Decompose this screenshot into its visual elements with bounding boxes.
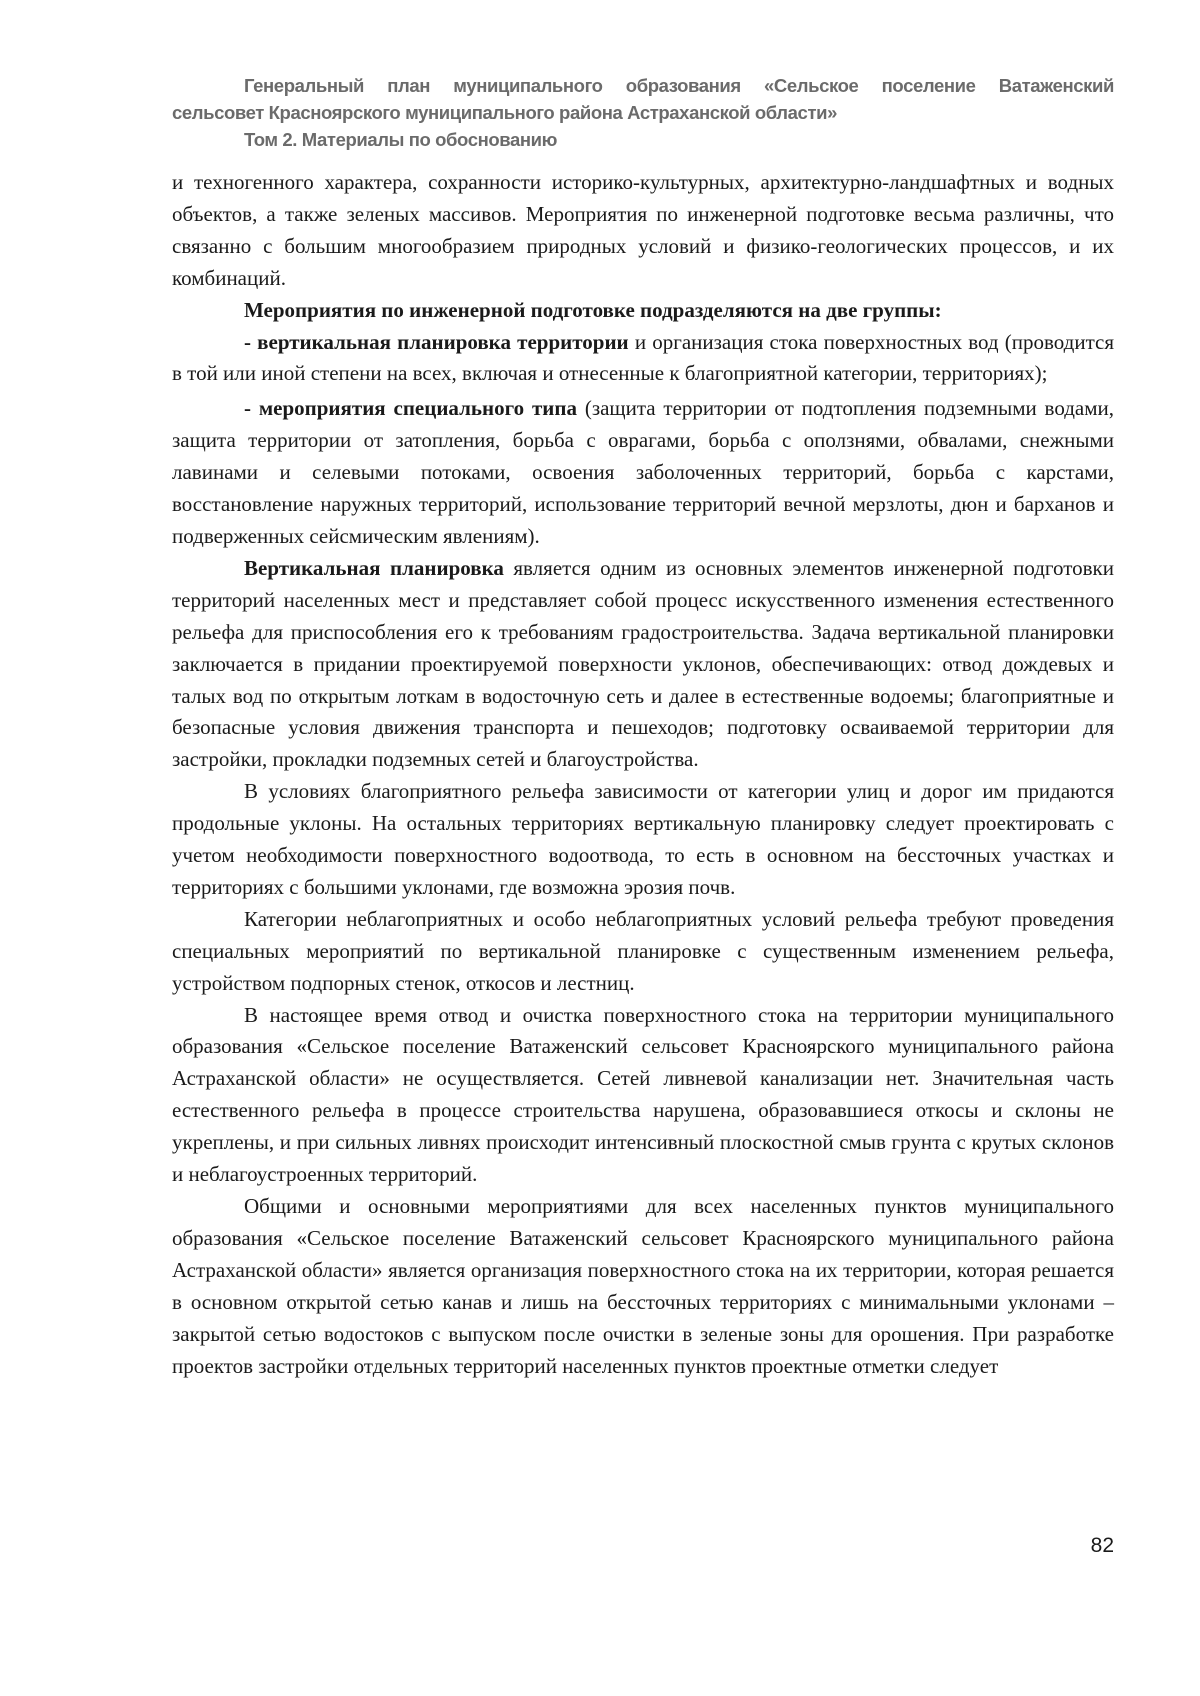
vertical-planning-definition-text: является одним из основных элементов инженерной подготовки территорий населенных мест и представляет собой процесс искусственного изменения естественного рельефа для приспособления его к требованиям градостроительства. Задача вертикальной планировки заключается в придании проектируемой поверхности уклонов, обеспечивающих: отвод дождевых и талых вод по открытым лоткам в водосточную сеть и далее в естественные водоемы; благоприятные и безопасные условия движения транспорта и пешеходов; подготовку осваиваемой территории для застройки, прокладки подземных сетей и благоустройства. <box>172 555 1114 772</box>
page-number: 82 <box>1090 1534 1114 1557</box>
paragraph-vertical-planning-item <box>172 327 1114 391</box>
special-measures-item-bold: - мероприятия специального типа <box>244 396 577 421</box>
paragraph-current-state: В настоящее время отвод и очистка поверхностного стока на территории муниципального образования «Сельское поселение Ватаженский сельсовет Красноярского муниципального района Астраханской области» не осуществляется. Сетей ливневой канализации нет. Значительная часть естественного рельефа в процессе строительства нарушена, образовавшиеся откосы и склоны не укреплены, и при сильных ливнях происходит интенсивный плоскостной смыв грунта с крутых склонов и неблагоустроенных территорий. <box>172 1002 1114 1187</box>
paragraph-unfavorable-relief: Категории неблагоприятных и особо неблагоприятных условий рельефа требуют проведения специальных мероприятий по вертикальной планировке с существенным изменением рельефа, устройством подпорных стенок, откосов и лестниц. <box>172 906 1114 995</box>
paragraph-vertical-planning-definition <box>172 553 1114 776</box>
vertical-planning-term: Вертикальная планировка <box>244 555 504 580</box>
groups-heading-text: Мероприятия по инженерной подготовке подразделяются на две группы: <box>244 297 942 322</box>
vertical-planning-item-text: и организация стока поверхностных вод (проводится в той или иной степени на всех, включая и отнесенные к благоприятной категории, территориях); <box>172 329 1114 386</box>
paragraph-groups-heading <box>172 295 1114 327</box>
vertical-planning-item-bold: - вертикальная планировка территории <box>244 329 629 354</box>
paragraph-special-measures-item <box>172 393 1114 553</box>
header-volume-title: Том 2. Материалы по обоснованию <box>244 129 558 150</box>
document-header <box>172 72 1114 153</box>
paragraph-general-measures: Общими и основными мероприятиями для всех населенных пунктов муниципального образования «Сельское поселение Ватаженский сельсовет Красноярского муниципального района Астраханской области» является организация поверхностного стока на их территории, которая решается в основном открытой сетью канав и лишь на бессточных территориях с минимальными уклонами – закрытой сетью водостоков с выпуском после очистки в зеленые зоны для орошения. При разработке проектов застройки отдельных территорий населенных пунктов проектные отметки следует <box>172 1194 1114 1378</box>
header-title-line-1: Генеральный план муниципального образования «Сельское поселение Ватаженский <box>244 75 1114 96</box>
paragraph-continuation: и техногенного характера, сохранности историко-культурных, архитектурно-ландшафтных и водных объектов, а также зеленых массивов. Мероприятия по инженерной подготовке весьма различны, что связанно с большим многообразием природных условий и физико-геологических процессов, и их комбинаций. <box>172 170 1114 290</box>
header-title-line-2: сельсовет Красноярского муниципального района Астраханской области» <box>172 102 837 123</box>
paragraph-favorable-relief: В условиях благоприятного рельефа зависимости от категории улиц и дорог им придаются продольные уклоны. На остальных территориях вертикальную планировку следует проектировать с учетом необходимости поверхностного водоотвода, то есть в основном на бессточных участках и территориях с большими уклонами, где возможна эрозия почв. <box>172 779 1114 899</box>
document-body <box>172 167 1114 1382</box>
special-measures-item-text: (защита территории от подтопления подземными водами, защита территории от затопления, борьба с оврагами, борьба с оползнями, обвалами, снежными лавинами и селевыми потоками, освоения заболоченных территорий, борьба с карстами, восстановление наружных территорий, использование территорий вечной мерзлоты, дюн и барханов и подверженных сейсмическим явлениям). <box>172 396 1115 548</box>
